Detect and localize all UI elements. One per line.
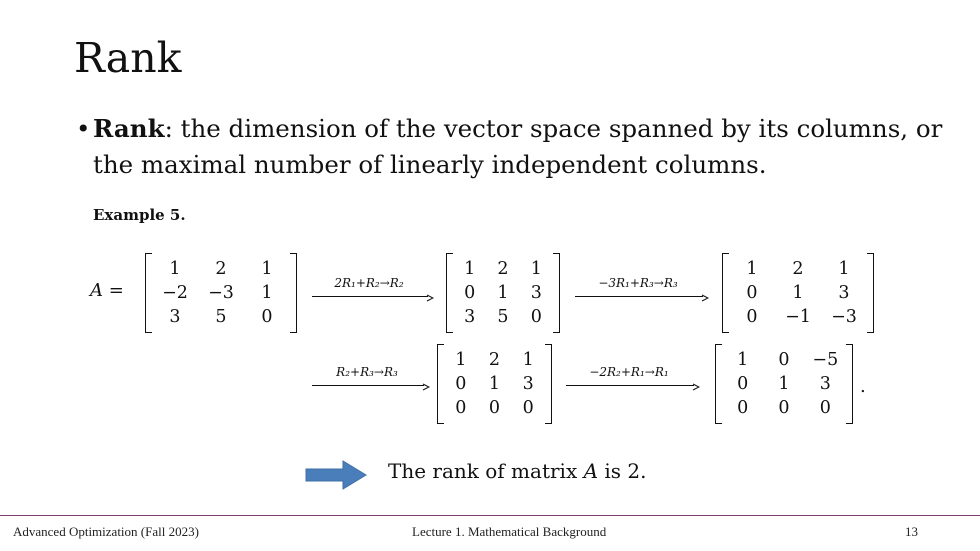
matrix-entry: 1 [792, 283, 804, 303]
matrix-entry: 0 [737, 398, 749, 418]
matrix-reduced-table [722, 348, 846, 420]
matrix-entry: 3 [464, 307, 476, 327]
matrix-entry: 1 [522, 350, 534, 370]
matrix-a [145, 253, 297, 333]
matrix-entry: 2 [488, 350, 501, 370]
row-operation-label: −2R₂+R₁→R₁ [589, 365, 669, 379]
slide-title: Rank [74, 34, 182, 82]
matrix-entry: 3 [530, 283, 542, 303]
matrix-entry: 1 [737, 350, 749, 370]
matrix-entry: 1 [261, 283, 273, 303]
matrix-step-3 [437, 344, 552, 424]
arrowhead-icon [426, 294, 434, 302]
conclusion-suffix: is 2. [598, 459, 647, 483]
matrix-entry: −1 [785, 307, 811, 327]
matrix-entry: 1 [778, 374, 790, 394]
matrix-entry: 1 [169, 259, 181, 279]
matrix-step-2 [722, 253, 874, 333]
arrowhead-icon [692, 383, 700, 391]
matrix-entry: 0 [522, 398, 534, 418]
rank-definition-bullet [76, 111, 956, 183]
matrix-entry: 0 [819, 398, 831, 418]
matrix-entry: 1 [746, 259, 758, 279]
matrix-lhs: A = [90, 280, 124, 301]
matrix-entry: 3 [838, 283, 850, 303]
row-operation-label: −3R₁+R₃→R₃ [598, 276, 678, 290]
matrix-entry: 3 [522, 374, 534, 394]
row-operation-label: R₂+R₃→R₃ [336, 365, 398, 379]
bullet-marker: • [76, 114, 91, 143]
matrix-entry: 0 [455, 374, 467, 394]
row-operation-arrow-2 [575, 276, 709, 300]
row-operation-arrow-4 [566, 365, 700, 389]
matrix-entry: −5 [812, 350, 839, 370]
arrowhead-icon [422, 383, 430, 391]
matrix-entry: 2 [497, 259, 509, 279]
equation-period: . [860, 376, 866, 397]
footer-page-number: 13 [905, 524, 918, 539]
matrix-entry: 5 [497, 307, 509, 327]
matrix-entry: 1 [261, 259, 273, 279]
matrix-entry: 0 [464, 283, 476, 303]
matrix-entry: 1 [530, 259, 542, 279]
matrix-entry: 1 [497, 283, 509, 303]
arrowhead-icon [701, 294, 709, 302]
matrix-entry: 0 [778, 350, 790, 370]
matrix-entry: 1 [455, 350, 467, 370]
matrix-entry: 0 [488, 398, 501, 418]
matrix-entry: 0 [746, 283, 758, 303]
matrix-entry: 0 [746, 307, 758, 327]
matrix-step-1 [446, 253, 560, 333]
matrix-step-1-table [453, 257, 553, 329]
conclusion-variable: A [583, 459, 599, 483]
matrix-a-table [152, 257, 290, 329]
matrix-step-3-table [444, 348, 545, 420]
matrix-entry: 2 [792, 259, 804, 279]
matrix-entry: −3 [208, 283, 234, 303]
matrix-entry: 3 [169, 307, 181, 327]
rank-term: Rank [93, 114, 165, 143]
footer-divider [0, 515, 980, 516]
right-arrow-icon [305, 460, 367, 490]
row-operation-arrow-1 [312, 276, 434, 300]
matrix-entry: 1 [838, 259, 850, 279]
matrix-entry: 1 [464, 259, 476, 279]
matrix-entry: 3 [819, 374, 831, 394]
footer-course: Advanced Optimization (Fall 2023) [13, 524, 199, 539]
matrix-entry: 5 [215, 307, 227, 327]
matrix-entry: 0 [778, 398, 790, 418]
example-label: Example 5. [93, 206, 186, 224]
matrix-entry: −2 [162, 283, 188, 303]
matrix-entry: 0 [261, 307, 273, 327]
matrix-entry: 0 [530, 307, 542, 327]
matrix-entry: 0 [737, 374, 749, 394]
matrix-entry: 2 [215, 259, 227, 279]
matrix-entry: 0 [455, 398, 467, 418]
matrix-reduced [715, 344, 853, 424]
row-operation-arrow-3 [312, 365, 430, 389]
matrix-step-2-table [729, 257, 867, 329]
conclusion-text [388, 459, 647, 483]
matrix-entry: 1 [488, 374, 501, 394]
matrix-entry: −3 [831, 307, 857, 327]
footer-lecture: Lecture 1. Mathematical Background [412, 524, 607, 539]
row-operation-label: 2R₁+R₂→R₂ [334, 276, 404, 290]
rank-definition-text: : the dimension of the vector space spanned by its columns, or the maximal number of linearly independent columns. [93, 114, 943, 179]
conclusion-prefix: The rank of matrix [388, 459, 584, 483]
